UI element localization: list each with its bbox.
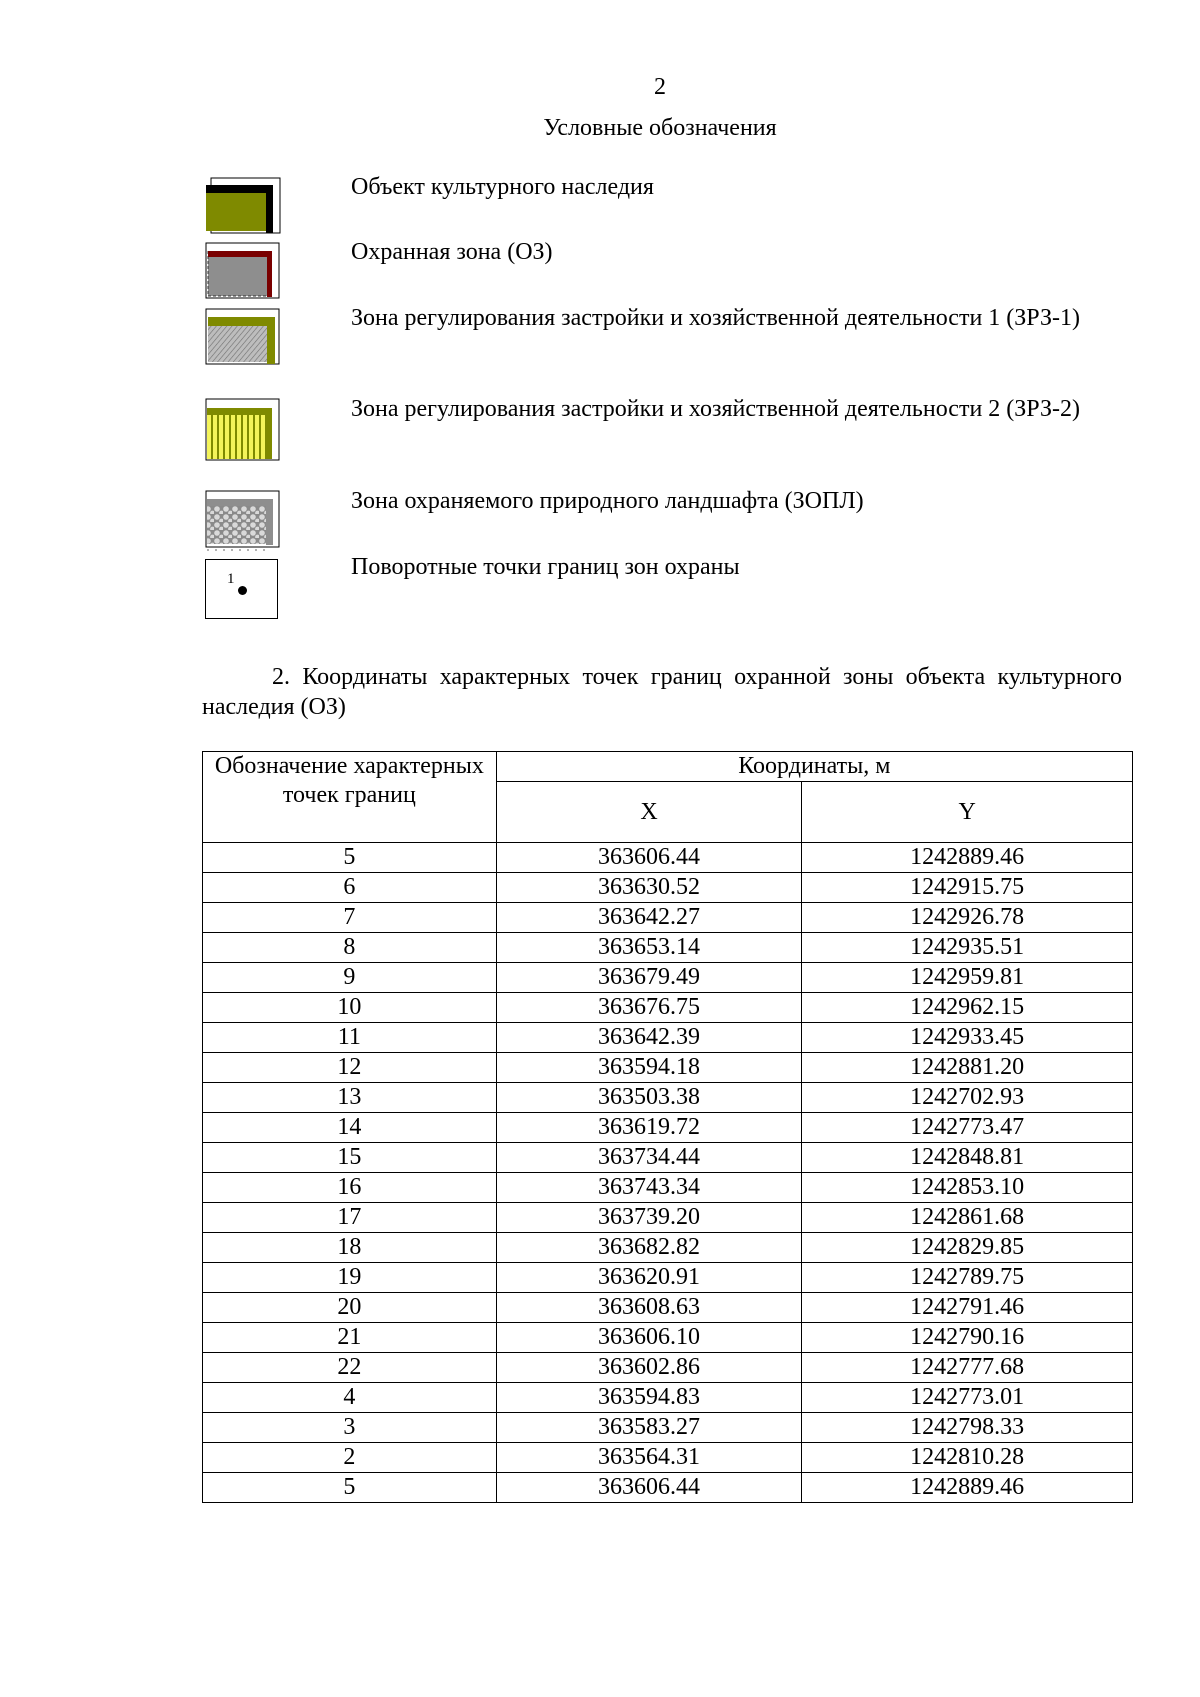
table-row <box>203 1203 1133 1233</box>
turning-point-dot <box>238 586 247 595</box>
header-x: X <box>496 782 802 843</box>
table-row <box>203 1083 1133 1113</box>
table-row <box>203 1113 1133 1143</box>
turning-point-icon <box>205 559 278 619</box>
y-cell: 1242962.15 <box>802 993 1133 1023</box>
x-cell: 363739.20 <box>496 1203 802 1233</box>
x-cell: 363620.91 <box>496 1263 802 1293</box>
table-row <box>203 843 1133 873</box>
table-row <box>203 1443 1133 1473</box>
legend-text-zrz2: Зона регулирования застройки и хозяйственной деятельности 2 (ЗРЗ-2) <box>351 396 1080 422</box>
point-cell: 15 <box>203 1143 497 1173</box>
point-cell: 13 <box>203 1083 497 1113</box>
legend-text-landscape-zone: Зона охраняемого природного ландшафта (ЗОПЛ) <box>351 488 864 514</box>
x-cell: 363503.38 <box>496 1083 802 1113</box>
y-cell: 1242790.16 <box>802 1323 1133 1353</box>
x-cell: 363642.27 <box>496 903 802 933</box>
x-cell: 363564.31 <box>496 1443 802 1473</box>
x-cell: 363619.72 <box>496 1113 802 1143</box>
x-cell: 363653.14 <box>496 933 802 963</box>
x-cell: 363606.44 <box>496 1473 802 1503</box>
y-cell: 1242773.01 <box>802 1383 1133 1413</box>
landscape-zone-icon <box>205 490 281 552</box>
point-cell: 6 <box>203 873 497 903</box>
point-cell: 19 <box>203 1263 497 1293</box>
point-cell: 20 <box>203 1293 497 1323</box>
point-cell: 2 <box>203 1443 497 1473</box>
y-cell: 1242773.47 <box>802 1113 1133 1143</box>
x-cell: 363602.86 <box>496 1353 802 1383</box>
table-row <box>203 1323 1133 1353</box>
point-cell: 5 <box>203 1473 497 1503</box>
zrz2-zone-icon <box>205 398 281 461</box>
point-cell: 17 <box>203 1203 497 1233</box>
y-cell: 1242848.81 <box>802 1143 1133 1173</box>
page-number: 2 <box>654 74 666 100</box>
point-cell: 4 <box>203 1383 497 1413</box>
table-row <box>203 1293 1133 1323</box>
table-row <box>203 1233 1133 1263</box>
header-designation: Обозначение характерных точек границ <box>203 752 497 843</box>
turning-point-label: 1 <box>227 571 235 587</box>
legend-title: Условные обозначения <box>543 115 777 141</box>
table-row <box>203 1473 1133 1503</box>
x-cell: 363679.49 <box>496 963 802 993</box>
point-cell: 9 <box>203 963 497 993</box>
point-cell: 22 <box>203 1353 497 1383</box>
table-row <box>203 903 1133 933</box>
table-row <box>203 1353 1133 1383</box>
x-cell: 363630.52 <box>496 873 802 903</box>
x-cell: 363734.44 <box>496 1143 802 1173</box>
table-row <box>203 1173 1133 1203</box>
table-row <box>203 873 1133 903</box>
y-cell: 1242789.75 <box>802 1263 1133 1293</box>
table-row <box>203 933 1133 963</box>
coordinates-table <box>202 751 1133 1503</box>
y-cell: 1242959.81 <box>802 963 1133 993</box>
x-cell: 363642.39 <box>496 1023 802 1053</box>
x-cell: 363606.44 <box>496 843 802 873</box>
table-row <box>203 1053 1133 1083</box>
x-cell: 363583.27 <box>496 1413 802 1443</box>
y-cell: 1242881.20 <box>802 1053 1133 1083</box>
y-cell: 1242926.78 <box>802 903 1133 933</box>
point-cell: 3 <box>203 1413 497 1443</box>
x-cell: 363594.83 <box>496 1383 802 1413</box>
x-cell: 363743.34 <box>496 1173 802 1203</box>
section-heading: 2. Координаты характерных точек границ охранной зоны объекта культурного наследия (ОЗ) <box>202 664 1122 720</box>
y-cell: 1242829.85 <box>802 1233 1133 1263</box>
table-row <box>203 1143 1133 1173</box>
table-row <box>203 1023 1133 1053</box>
point-cell: 7 <box>203 903 497 933</box>
table-row <box>203 993 1133 1023</box>
y-cell: 1242810.28 <box>802 1443 1133 1473</box>
x-cell: 363606.10 <box>496 1323 802 1353</box>
legend-text-protection-zone: Охранная зона (ОЗ) <box>351 239 553 265</box>
y-cell: 1242861.68 <box>802 1203 1133 1233</box>
y-cell: 1242889.46 <box>802 1473 1133 1503</box>
heritage-object-icon <box>205 177 281 234</box>
point-cell: 10 <box>203 993 497 1023</box>
header-y: Y <box>802 782 1133 843</box>
y-cell: 1242777.68 <box>802 1353 1133 1383</box>
point-cell: 16 <box>203 1173 497 1203</box>
x-cell: 363608.63 <box>496 1293 802 1323</box>
protection-zone-icon <box>205 242 281 299</box>
legend-text-heritage-object: Объект культурного наследия <box>351 174 654 200</box>
point-cell: 11 <box>203 1023 497 1053</box>
header-coordinates: Координаты, м <box>496 752 1132 782</box>
y-cell: 1242935.51 <box>802 933 1133 963</box>
legend-text-zrz1: Зона регулирования застройки и хозяйственной деятельности 1 (ЗРЗ-1) <box>351 305 1080 331</box>
x-cell: 363682.82 <box>496 1233 802 1263</box>
point-cell: 12 <box>203 1053 497 1083</box>
point-cell: 8 <box>203 933 497 963</box>
point-cell: 5 <box>203 843 497 873</box>
y-cell: 1242702.93 <box>802 1083 1133 1113</box>
y-cell: 1242933.45 <box>802 1023 1133 1053</box>
y-cell: 1242798.33 <box>802 1413 1133 1443</box>
table-row <box>203 963 1133 993</box>
y-cell: 1242853.10 <box>802 1173 1133 1203</box>
table-row <box>203 1413 1133 1443</box>
legend-text-turning-points: Поворотные точки границ зон охраны <box>351 554 740 580</box>
y-cell: 1242915.75 <box>802 873 1133 903</box>
zrz1-zone-icon <box>205 308 281 365</box>
table-row <box>203 1263 1133 1293</box>
point-cell: 14 <box>203 1113 497 1143</box>
x-cell: 363594.18 <box>496 1053 802 1083</box>
table-row <box>203 1383 1133 1413</box>
point-cell: 18 <box>203 1233 497 1263</box>
point-cell: 21 <box>203 1323 497 1353</box>
coordinates-table-body <box>203 843 1133 1503</box>
y-cell: 1242791.46 <box>802 1293 1133 1323</box>
x-cell: 363676.75 <box>496 993 802 1023</box>
y-cell: 1242889.46 <box>802 843 1133 873</box>
